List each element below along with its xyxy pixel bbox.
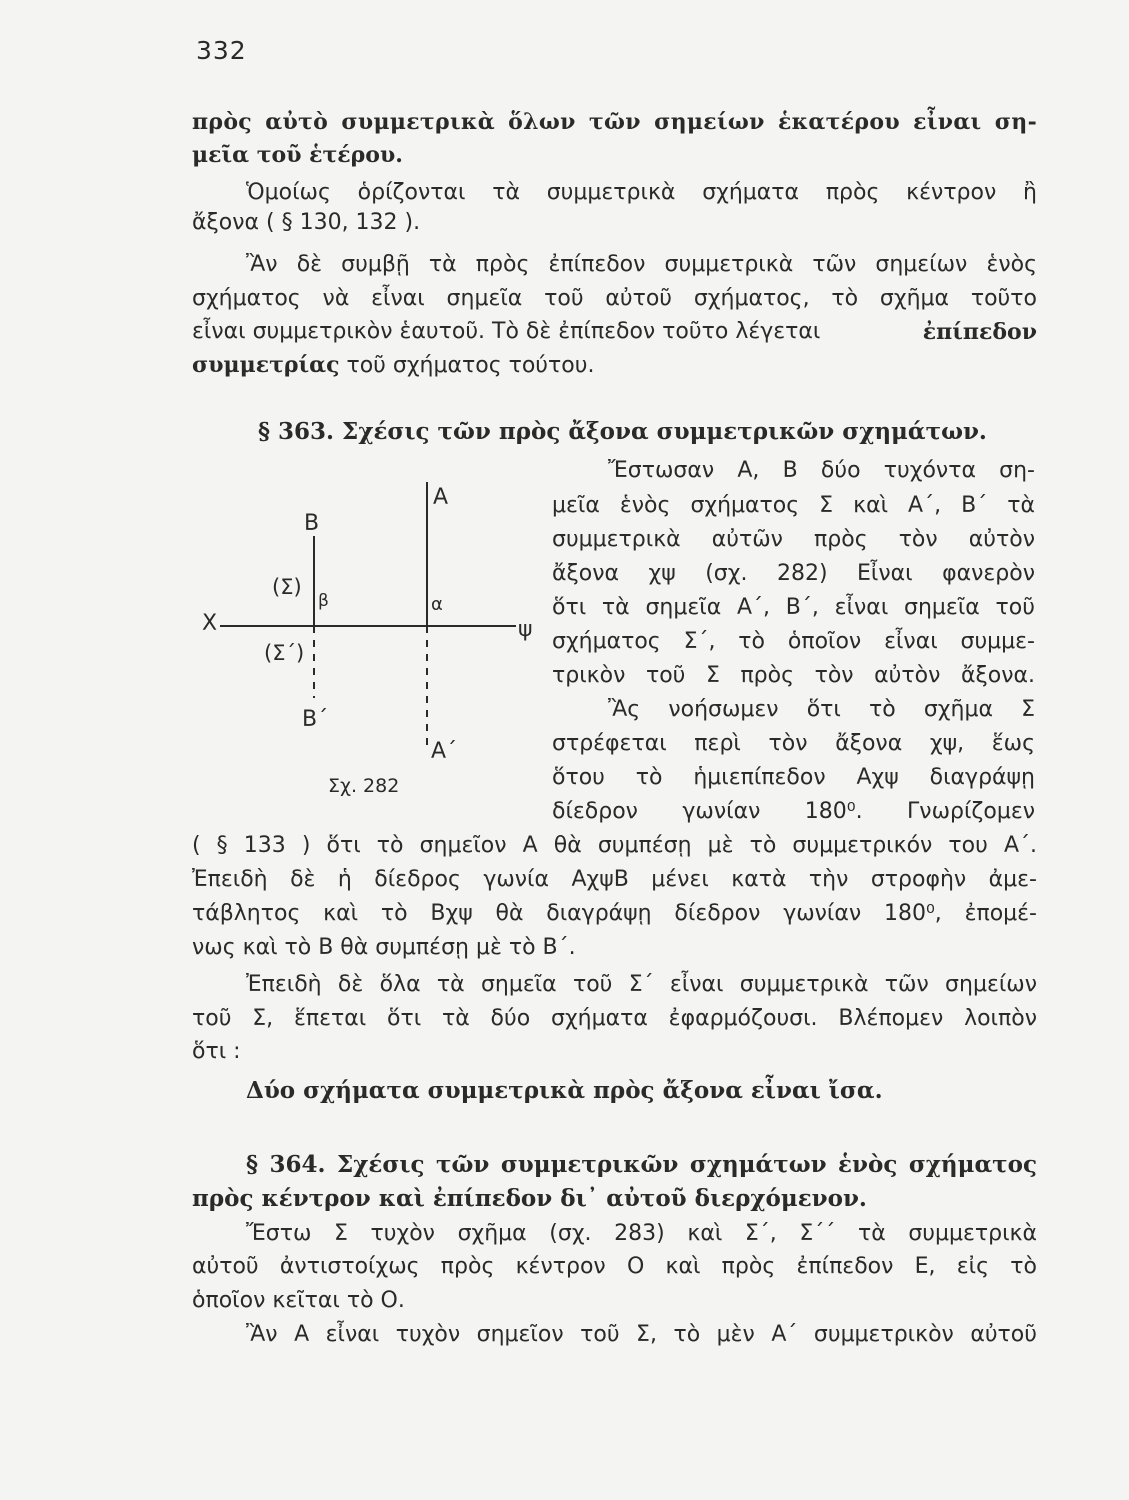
label-s-prime: (Σ΄)	[264, 641, 305, 665]
col-line-5: ὅτι τὰ σημεῖα Α΄, Β΄, εἶναι σημεῖα τοῦ	[552, 595, 1035, 620]
s364-line-4: Ἂν Α εἶναι τυχὸν σημεῖον τοῦ Σ, τὸ μὲν Α΄ συμμετρικὸν αὐτοῦ	[246, 1322, 1037, 1347]
theorem: Δύο σχήματα συμμετρικὰ πρὸς ἄξονα εἶναι ἴσα.	[246, 1077, 883, 1104]
full-line-1: ( § 133 ) ὅτι τὸ σημεῖον Α θὰ συμπέσῃ μὲ τὸ συμμετρικόν του Α΄.	[192, 833, 1037, 858]
label-chi: Χ	[202, 611, 218, 636]
label-a: Α	[433, 485, 449, 510]
col-line-9: στρέφεται περὶ τὸν ἄξονα χψ, ἕως	[552, 731, 1035, 756]
label-s: (Σ)	[272, 575, 302, 599]
intro-line-1: πρὸς αὐτὸ συμμετρικὰ ὅλων τῶν σημείων ἑκατέρου εἶναι ση-	[192, 109, 1037, 135]
section-364-heading-1: § 364. Σχέσις τῶν συμμετρικῶν σχημάτων ἑνὸς σχήματος	[246, 1151, 1037, 1178]
full-line-2: Ἐπειδὴ δὲ ἡ δίεδρος γωνία ΑχψΒ μένει κατὰ τὴν στροφὴν ἀμε-	[192, 867, 1037, 892]
section-364-heading-2: πρὸς κέντρον καὶ ἐπίπεδον δι᾽ αὐτοῦ διερχόμενον.	[192, 1185, 867, 1212]
col-line-8: Ἂς νοήσωμεν ὅτι τὸ σχῆμα Σ	[608, 697, 1035, 722]
col-line-10: ὅτου τὸ ἡμιεπίπεδον Αχψ διαγράψῃ	[552, 765, 1035, 790]
label-beta: β	[318, 591, 329, 611]
term-symmetry: συμμετρίας	[192, 352, 340, 378]
para-plane-line-4b: τοῦ σχήματος τούτου.	[346, 353, 595, 378]
s364-line-1: Ἔστω Σ τυχὸν σχῆμα (σχ. 283) καὶ Σ΄, Σ΄΄ τὰ συμμετρικὰ	[246, 1221, 1037, 1246]
term-plane: ἐπίπεδον	[922, 319, 1037, 345]
para-plane-line-4	[192, 350, 594, 381]
full-line-4: νως καὶ τὸ Β θὰ συμπέσῃ μὲ τὸ Β΄.	[192, 935, 576, 960]
col-line-1: Ἔστωσαν Α, Β δύο τυχόντα ση-	[608, 458, 1035, 483]
para-plane-line-1: Ἂν δὲ συμβῇ τὰ πρὸς ἐπίπεδον συμμετρικὰ τῶν σημείων ἑνὸς	[246, 252, 1037, 277]
col-line-4: ἄξονα χψ (σχ. 282) Εἶναι φανερὸν	[552, 561, 1035, 586]
label-a-prime: Α΄	[431, 739, 458, 764]
section-363-heading: § 363. Σχέσις τῶν πρὸς ἄξονα συμμετρικῶν σχημάτων.	[258, 418, 987, 445]
para-similar-line-1: Ὁμοίως ὁρίζονται τὰ συμμετρικὰ σχήματα πρὸς κέντρον ἢ	[246, 180, 1037, 205]
s364-line-3: ὁποῖον κεῖται τὸ Ο.	[192, 1288, 405, 1313]
label-b-prime: Β΄	[302, 707, 329, 732]
para-all-line-3: ὅτι :	[192, 1039, 241, 1064]
para-all-line-2: τοῦ Σ, ἕπεται ὅτι τὰ δύο σχήματα ἐφαρμόζουσι. Βλέπομεν λοιπὸν	[192, 1006, 1037, 1031]
col-line-3: συμμετρικὰ αὐτῶν πρὸς τὸν αὐτὸν	[552, 527, 1035, 552]
figure-caption: Σχ. 282	[328, 775, 400, 797]
col-line-7: τρικὸν τοῦ Σ πρὸς τὸν αὐτὸν ἄξονα.	[552, 663, 1035, 688]
label-alpha: α	[431, 594, 443, 615]
col-line-11: δίεδρον γωνίαν 180⁰. Γνωρίζομεν	[552, 799, 1035, 824]
figure-282	[200, 464, 550, 804]
para-plane-line-3a: εἶναι συμμετρικὸν ἑαυτοῦ. Τὸ δὲ ἐπίπεδον τοῦτο λέγεται	[192, 319, 821, 344]
full-line-3: τάβλητος καὶ τὸ Βχψ θὰ διαγράψῃ δίεδρον γωνίαν 180⁰, ἐπομέ-	[192, 901, 1037, 926]
col-line-2: μεῖα ἑνὸς σχήματος Σ καὶ Α΄, Β΄ τὰ	[552, 493, 1035, 518]
para-similar-line-2: ἄξονα ( § 130, 132 ).	[192, 210, 421, 235]
para-plane-line-2: σχήματος νὰ εἶναι σημεῖα τοῦ αὐτοῦ σχήματος, τὸ σχῆμα τοῦτο	[192, 286, 1037, 311]
para-all-line-1: Ἐπειδὴ δὲ ὅλα τὰ σημεῖα τοῦ Σ΄ εἶναι συμμετρικὰ τῶν σημείων	[246, 972, 1037, 997]
s364-line-2: αὐτοῦ ἀντιστοίχως πρὸς κέντρον Ο καὶ πρὸς ἐπίπεδον Ε, εἰς τὸ	[192, 1254, 1037, 1279]
page-number: 332	[196, 36, 247, 65]
label-psi: ψ	[518, 617, 533, 642]
label-b: Β	[304, 511, 320, 536]
col-line-6: σχήματος Σ΄, τὸ ὁποῖον εἶναι συμμε-	[552, 629, 1035, 654]
para-plane-line-3	[192, 317, 1037, 347]
intro-line-2: μεῖα τοῦ ἑτέρου.	[192, 142, 403, 168]
